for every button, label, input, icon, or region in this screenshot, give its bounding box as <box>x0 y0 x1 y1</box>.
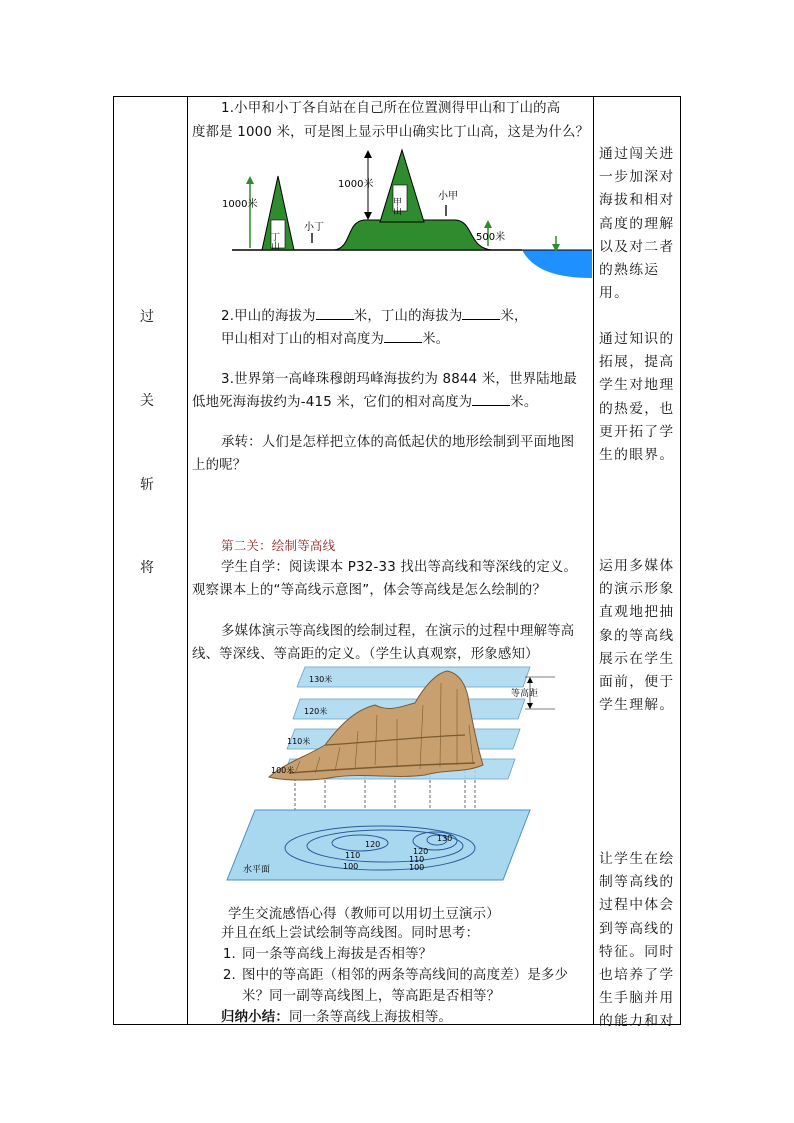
thinking-question-2: 2. 图中的等高距（相邻的两条等高线间的高度差）是多少 <box>222 968 569 983</box>
stage-char-1: 过 <box>140 309 154 325</box>
self-study-line1: 学生自学：阅读课本 P32-33 找出等高线和等深线的定义。 <box>221 560 578 575</box>
person-jia-label: 小甲 <box>438 191 458 202</box>
exchange-line2: 并且在纸上尝试绘制等高线图。同时思考： <box>221 926 480 941</box>
stage-char-2: 关 <box>140 393 154 409</box>
contour-label: 130 <box>437 834 453 843</box>
plane-label-110: 110米 <box>287 737 311 746</box>
transition-line2: 上的呢？ <box>192 458 247 473</box>
contour-label: 110 <box>345 851 361 860</box>
jia-plateau <box>334 220 492 250</box>
jia-height-label: 1000米 <box>338 179 374 190</box>
side-note-1: 通过闯关进 一步加深对 海拔和相对 高度的理解 以及对二者 的熟练运用。 <box>599 146 675 302</box>
thinking-question-1: 1. 同一条等高线上海拔是否相等？ <box>222 947 433 962</box>
ding-height-label: 1000米 <box>222 199 258 210</box>
section2-title: 第二关：绘制等高线 <box>221 538 336 553</box>
contour-label: 120 <box>413 847 429 856</box>
answer-blank[interactable] <box>472 391 510 406</box>
stage-char-3: 斩 <box>140 477 154 493</box>
q2-line1: 2.甲山的海拔为 米，丁山的海拔为 米， <box>221 305 528 328</box>
answer-blank[interactable] <box>462 305 500 320</box>
side-note-2: 通过知识的 拓展，提高 学生对地理 的热爱，也 更开拓了学 生的眼界。 <box>599 331 675 464</box>
plane-label-120: 120米 <box>304 707 328 716</box>
summary: 归纳小结：同一条等高线上海拔相等。 <box>221 1010 453 1025</box>
plane-label-130: 130米 <box>309 675 333 684</box>
plane-label-100: 100米 <box>271 766 295 775</box>
sea <box>522 250 592 278</box>
thinking-question-2-cont: 米？同一副等高线图上，等高距是否相等？ <box>242 989 501 1004</box>
transition-line1: 承转：人们是怎样把立体的高低起伏的地形绘制到平面地图 <box>221 435 575 450</box>
exchange-line1: 学生交流感悟心得（教师可以用切土豆演示） <box>228 907 500 922</box>
side-note-3: 运用多媒体 的演示形象 直观地把抽 象的等高线 展示在学生 面前，便于 学生理解。 <box>599 558 675 714</box>
contour-figure <box>225 665 565 885</box>
contour-label: 100 <box>343 862 359 871</box>
q3-line2: 低地死海海拔约为-415 米，它们的相对高度为 米。 <box>192 391 537 414</box>
answer-blank[interactable] <box>316 305 354 320</box>
q1-line1: 1.小甲和小丁各自站在自己所在位置测得甲山和丁山的高 <box>221 101 561 116</box>
plateau-height-label: 500米 <box>476 232 506 243</box>
q3-line1: 3.世界第一高峰珠穆朗玛峰海拔约为 8844 米，世界陆地最 <box>221 372 577 387</box>
stage-char-4: 将 <box>140 560 154 576</box>
interval-label: 等高距 <box>511 689 539 699</box>
person-jia-icon <box>445 205 447 216</box>
self-study-line2: 观察课本上的“等高线示意图”，体会等高线是怎么绘制的？ <box>192 583 547 598</box>
contour-label: 110 <box>409 855 425 864</box>
base-plane-label: 水平面 <box>243 865 271 875</box>
person-ding-label: 小丁 <box>304 222 324 233</box>
multimedia-line2: 线、等深线、等高距的定义。（学生认真观察，形象感知） <box>192 647 539 662</box>
contour-label: 100 <box>409 863 425 872</box>
person-ding-icon <box>311 233 313 243</box>
answer-blank[interactable] <box>384 328 422 343</box>
column-divider <box>593 97 594 1024</box>
q2-line2: 甲山相对丁山的相对高度为 米。 <box>221 328 449 351</box>
multimedia-line1: 多媒体演示等高线图的绘制过程，在演示的过程中理解等高 <box>221 624 575 639</box>
jia-mountain-label: 甲山 <box>391 197 401 215</box>
side-note-4: 让学生在绘 制等高线的 过程中体会 到等高线的 特征。同时 也培养了学 生手脑并用 的能力和对 <box>599 851 675 1030</box>
column-divider <box>187 97 188 1024</box>
q1-line2: 度都是 1000 米，可是图上显示甲山确实比丁山高，这是为什么？ <box>192 125 590 140</box>
altitude-figure <box>222 140 592 280</box>
contour-label: 120 <box>365 840 381 849</box>
ding-mountain-label: 丁山 <box>269 232 279 250</box>
